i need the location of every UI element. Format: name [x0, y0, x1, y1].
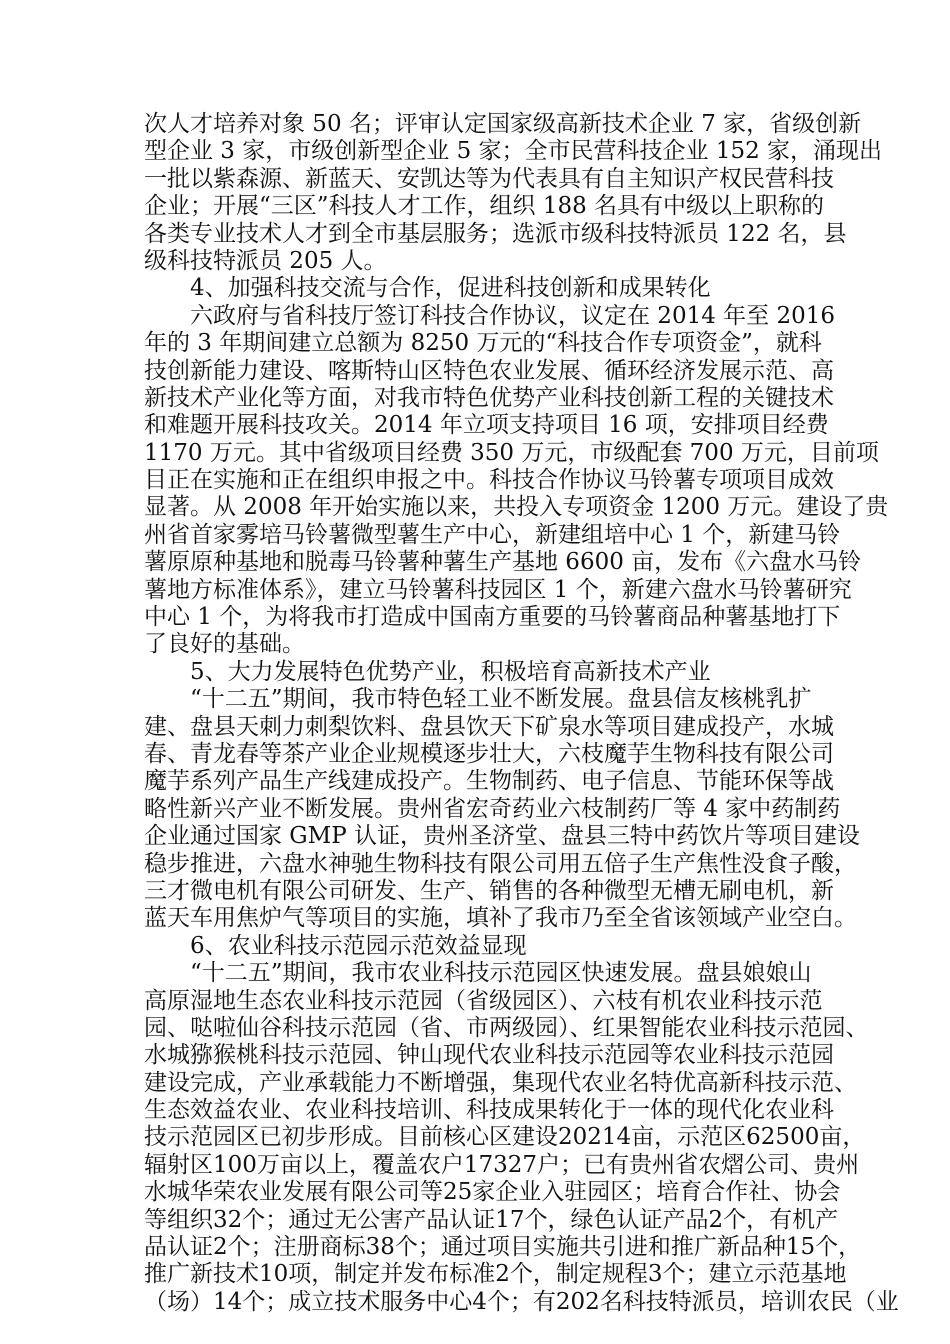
text-line: 生态效益农业、农业科技培训、科技成果转化于一体的现代化农业科 [144, 1097, 834, 1124]
text-line: 各类专业技术人才到全市基层服务；选派市级科技特派员 122 名，县 [144, 220, 847, 247]
text-line: 和难题开展科技攻关。2014 年立项支持项目 16 项，安排项目经费 [144, 412, 829, 439]
text-line: 企业；开展“三区”科技人才工作，组织 188 名具有中级以上职称的 [144, 193, 825, 220]
text-line: 建设完成，产业承载能力不断增强，集现代农业名特优高新科技示范、 [144, 1069, 857, 1096]
text-line: 六政府与省科技厅签订科技合作协议，议定在 2014 年至 2016 [190, 302, 835, 329]
text-line: “十二五”期间，我市特色轻工业不断发展。盘县信友核桃乳扩 [190, 686, 812, 713]
text-line: 略性新兴产业不断发展。贵州省宏奇药业六枝制药厂等 4 家中药制药 [144, 795, 841, 822]
text-line: “十二五”期间，我市农业科技示范园区快速发展。盘县娘娘山 [190, 960, 812, 987]
section-heading: 6、农业科技示范园示范效益显现 [190, 932, 527, 959]
section-heading: 5、大力发展特色优势产业，积极培育高新技术产业 [190, 658, 711, 685]
text-line: 三才微电机有限公司研发、生产、销售的各种微型无槽无刷电机，新 [144, 877, 834, 904]
text-line: 企业通过国家 GMP 认证，贵州圣济堂、盘县三特中药饮片等项目建设 [144, 823, 861, 850]
text-line: 魔芋系列产品生产线建成投产。生物制药、电子信息、节能环保等战 [144, 768, 834, 795]
text-line: 稳步推进，六盘水神驰生物科技有限公司用五倍子生产焦性没食子酸， [144, 850, 857, 877]
text-line: （场）14个；成立技术服务中心4个；有202名科技特派员，培训农民（业 [144, 1288, 899, 1315]
text-line: 园、哒啦仙谷科技示范园（省、市两级园）、红果智能农业科技示范园、 [144, 1014, 869, 1041]
text-line: 1170 万元。其中省级项目经费 350 万元，市级配套 700 万元，目前项 [144, 439, 879, 466]
text-line: 技示范园区已初步形成。目前核心区建设20214亩，示范区62500亩， [144, 1124, 866, 1151]
text-line: 年的 3 年期间建立总额为 8250 万元的“科技合作专项资金”，就科 [144, 330, 822, 357]
text-line: 辐射区100万亩以上，覆盖农户17327户；已有贵州省农熠公司、贵州 [144, 1151, 860, 1178]
body-text [144, 111, 899, 1316]
text-line: 推广新技术10项，制定并发布标准2个，制定规程3个；建立示范基地 [144, 1261, 847, 1288]
text-line: 了良好的基础。 [144, 631, 305, 658]
text-line: 中心 1 个，为将我市打造成中国南方重要的马铃薯商品种薯基地打下 [144, 604, 841, 631]
text-line: 薯原原种基地和脱毒马铃薯种薯生产基地 6600 亩，发布《六盘水马铃 [144, 549, 862, 576]
text-line: 技创新能力建设、喀斯特山区特色农业发展、循环经济发展示范、高 [144, 357, 834, 384]
text-line: 目正在实施和正在组织申报之中。科技合作协议马铃薯专项项目成效 [144, 467, 834, 494]
text-line: 品认证2个；注册商标38个；通过项目实施共引进和推广新品种15个， [144, 1234, 862, 1261]
text-line: 春、青龙春等茶产业企业规模逐步壮大，六枝魔芋生物科技有限公司 [144, 740, 834, 767]
text-line: 显著。从 2008 年开始实施以来，共投入专项资金 1200 万元。建设了贵 [144, 494, 889, 521]
text-line: 建、盘县天刺力刺梨饮料、盘县饮天下矿泉水等项目建成投产，水城 [144, 713, 834, 740]
text-line: 等组织32个；通过无公害产品认证17个，绿色认证产品2个，有机产 [144, 1206, 839, 1233]
section-heading: 4、加强科技交流与合作，促进科技创新和成果转化 [190, 275, 711, 302]
text-line: 蓝天车用焦炉气等项目的实施，填补了我市乃至全省该领域产业空白。 [144, 905, 857, 932]
text-line: 一批以紫森源、新蓝天、安凯达等为代表具有自主知识产权民营科技 [144, 165, 834, 192]
text-line: 薯地方标准体系》，建立马铃薯科技园区 1 个，新建六盘水马铃薯研究 [144, 576, 852, 603]
text-line: 次人才培养对象 50 名；评审认定国家级高新技术企业 7 家，省级创新 [144, 111, 862, 137]
text-line: 级科技特派员 205 人。 [144, 247, 387, 274]
text-line: 型企业 3 家，市级创新型企业 5 家；全市民营科技企业 152 家，涌现出 [144, 138, 883, 165]
text-line: 水城猕猴桃科技示范园、钟山现代农业科技示范园等农业科技示范园 [144, 1042, 834, 1069]
text-line: 新技术产业化等方面，对我市特色优势产业科技创新工程的关键技术 [144, 384, 834, 411]
text-line: 州省首家雾培马铃薯微型薯生产中心，新建组培中心 1 个，新建马铃 [144, 521, 841, 548]
text-line: 水城华荣农业发展有限公司等25家企业入驻园区；培育合作社、协会 [144, 1179, 841, 1206]
text-line: 高原湿地生态农业科技示范园（省级园区）、六枝有机农业科技示范 [144, 987, 823, 1014]
